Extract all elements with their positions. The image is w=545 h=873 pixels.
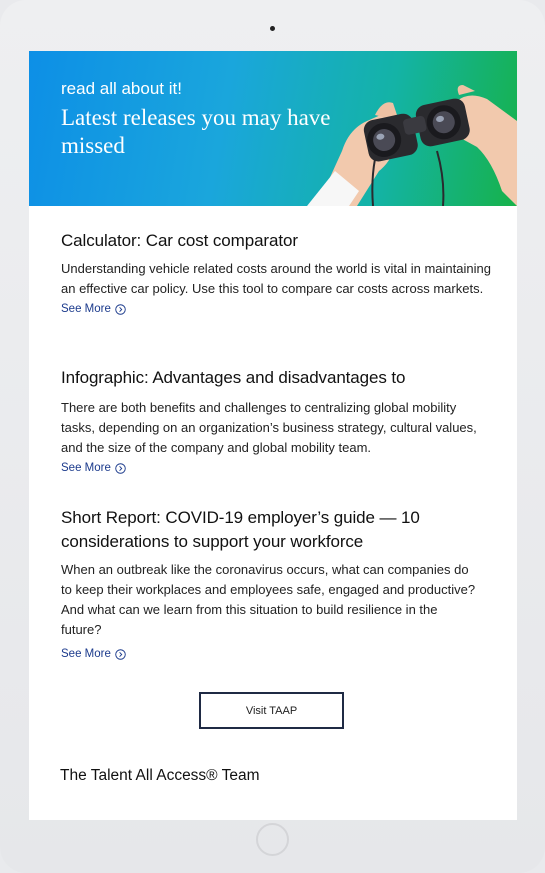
see-more-link[interactable]: [61, 462, 126, 474]
article-card: [61, 366, 491, 476]
home-button[interactable]: [256, 823, 289, 856]
chevron-right-circle-icon: [115, 304, 126, 315]
see-more-label: See More: [61, 648, 111, 660]
email-screen: [29, 51, 517, 820]
visit-taap-button[interactable]: Visit TAAP: [199, 692, 344, 729]
article-body: When an outbreak like the coronavirus occurs, what can companies do to keep their workplaces and employees safe, engaged and productive? And what can we learn from this situation to build resilience in the future?: [61, 562, 476, 637]
article-title: Short Report: COVID-19 employer’s guide — 10 considerations to support your workforce: [61, 508, 420, 551]
article-title: Calculator: Car cost comparator: [61, 231, 298, 250]
see-more-label: See More: [61, 303, 111, 315]
see-more-link[interactable]: [61, 648, 126, 660]
article-card: [61, 506, 481, 662]
signoff-text: The Talent All Access® Team: [60, 767, 260, 784]
see-more-link[interactable]: [61, 303, 126, 315]
article-card: [61, 229, 491, 317]
hero-title: Latest releases you may have missed: [61, 105, 331, 158]
camera-dot: [270, 26, 275, 31]
hero-banner: [29, 51, 517, 206]
see-more-label: See More: [61, 462, 111, 474]
hero-kicker: read all about it!: [61, 79, 182, 98]
chevron-right-circle-icon: [115, 463, 126, 474]
article-body: Understanding vehicle related costs around the world is vital in maintaining an effective car policy. Use this tool to compare car costs across markets.: [61, 261, 491, 296]
binoculars-icon: [287, 51, 517, 206]
chevron-right-circle-icon: [115, 649, 126, 660]
article-title: Infographic: Advantages and disadvantages to: [61, 368, 406, 387]
article-body: There are both benefits and challenges to centralizing global mobility tasks, depending on an organization’s business strategy, cultural values, and the size of the company and global mobility team.: [61, 400, 477, 455]
